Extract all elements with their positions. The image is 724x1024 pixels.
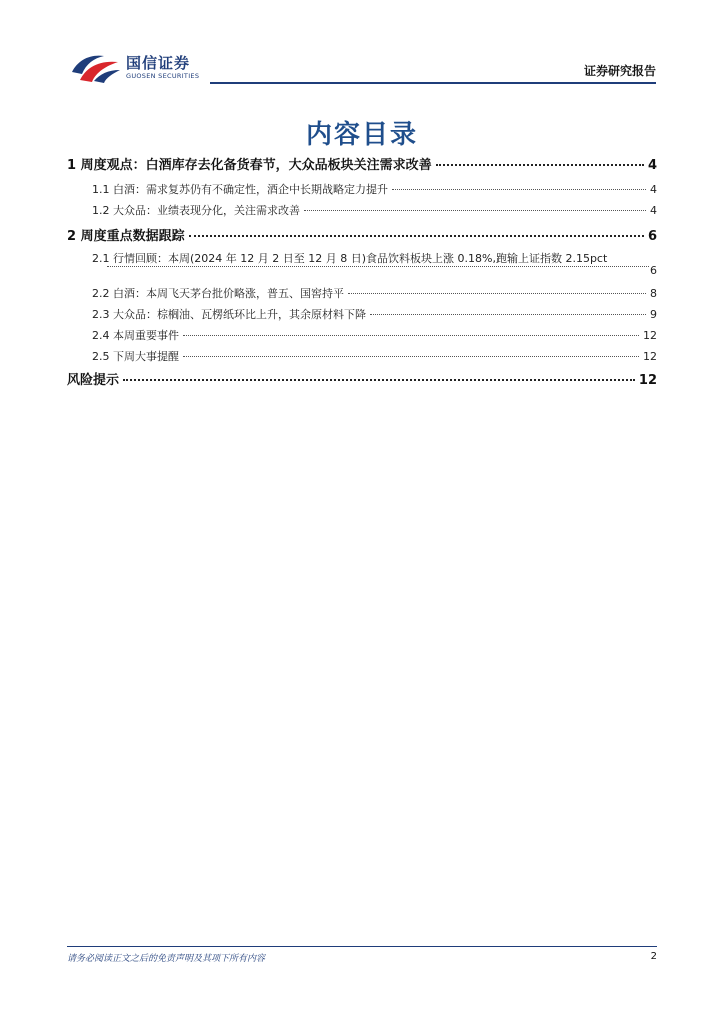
toc-entry-label: 2.3 大众品：棕榈油、瓦楞纸环比上升，其余原材料下降 [92, 308, 366, 321]
toc-entry-page: 12 [638, 373, 657, 388]
logo-chinese-name: 国信证券 [126, 54, 191, 72]
toc-entry-2-4[interactable] [67, 327, 657, 343]
toc-leader-dots [392, 189, 646, 190]
toc-entry-label: 2.1 行情回顾：本周(2024 年 12 月 2 日至 12 月 8 日)食品饮料板块上涨 0.18%,跑输上证指数 2.15pct [92, 252, 608, 265]
page-header [0, 0, 724, 90]
toc-leader-dots [304, 210, 646, 211]
toc-entry-2-5[interactable] [67, 348, 657, 364]
toc-entry-page: 8 [650, 287, 657, 300]
disclaimer-text: 请务必阅读正文之后的免责声明及其项下所有内容 [67, 954, 266, 964]
toc-entry-label: 1 周度观点：白酒库存去化备货春节，大众品板块关注需求改善 [67, 158, 432, 173]
report-type-label: 证券研究报告 [583, 64, 656, 78]
toc-leader-dots [189, 235, 644, 237]
toc-entry-page: 4 [647, 158, 657, 173]
toc-entry-2-2[interactable] [67, 285, 657, 301]
toc-entry-label: 2.5 下周大事提醒 [92, 350, 179, 363]
toc-entry-page: 6 [650, 264, 657, 277]
toc-entry-1[interactable] [67, 154, 657, 173]
toc-leader-dots [183, 335, 639, 336]
toc-entry-page: 4 [650, 183, 657, 196]
toc-entry-2-3[interactable] [67, 306, 657, 322]
toc-title: 内容目录 [305, 120, 418, 150]
toc-entry-label: 1.2 大众品：业绩表现分化，关注需求改善 [92, 204, 300, 217]
toc-leader-dots [436, 164, 644, 166]
header-divider [210, 82, 656, 84]
toc-entry-label: 2.2 白酒：本周飞天茅台批价略涨，普五、国窖持平 [92, 287, 344, 300]
guosen-logo-icon [70, 50, 122, 84]
toc-entry-label: 风险提示 [67, 373, 120, 388]
toc-leader-dots [123, 379, 635, 381]
logo-english-name: GUOSEN SECURITIES [126, 72, 200, 80]
toc-leader-dots [107, 266, 649, 267]
toc-entry-label: 2.4 本周重要事件 [92, 329, 179, 342]
toc-entry-page: 12 [643, 329, 657, 342]
toc-entry-label: 1.1 白酒：需求复苏仍有不确定性，酒企中长期战略定力提升 [92, 183, 388, 196]
guosen-logo [70, 50, 210, 84]
toc-entry-risk[interactable] [67, 369, 657, 388]
toc-entry-1-2[interactable] [67, 202, 657, 218]
toc-leader-dots [348, 293, 646, 294]
page-number: 2 [650, 951, 657, 962]
toc-entry-label: 2 周度重点数据跟踪 [67, 229, 185, 244]
toc-entry-page: 6 [647, 229, 657, 244]
toc-entry-1-1[interactable] [67, 181, 657, 197]
toc-entry-2-1[interactable] [67, 250, 657, 266]
toc-entry-page: 4 [650, 204, 657, 217]
toc-entry-page: 9 [650, 308, 657, 321]
toc-leader-dots [183, 356, 639, 357]
footer-divider [67, 946, 657, 947]
toc-entry-page: 12 [643, 350, 657, 363]
toc-leader-dots [370, 314, 646, 315]
toc-entry-2[interactable] [67, 225, 657, 244]
